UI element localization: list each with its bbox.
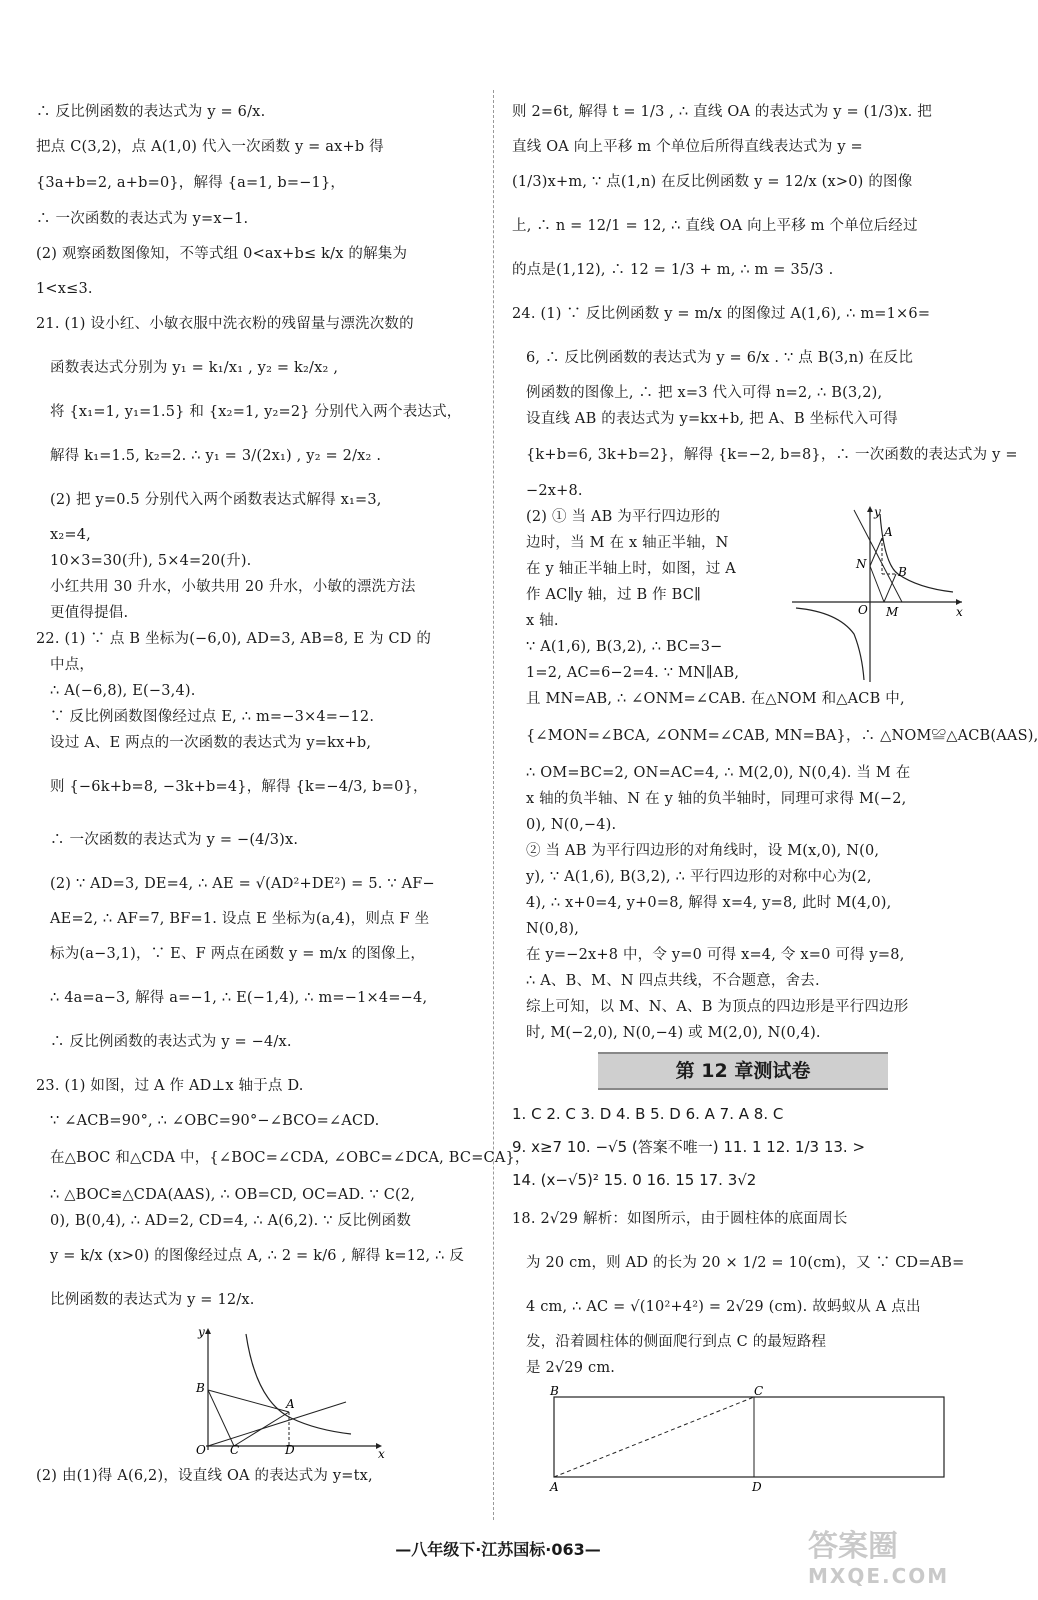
q18-line: 18. 2√29 解析：如图所示，由于圆柱体的底面周长	[512, 1211, 848, 1227]
rect-label-c: C	[754, 1384, 764, 1398]
text-line: y = k/x (x>0) 的图像经过点 A, ∴ 2 = k/6 , 解得 k=12, ∴ 反	[50, 1248, 465, 1264]
text-line: {3a+b=2, a+b=0}，解得 {a=1, b=−1}，	[36, 175, 346, 191]
rect-label-d: D	[752, 1480, 762, 1494]
text-line: 例函数的图像上, ∴ 把 x=3 代入可得 n=2, ∴ B(3,2),	[526, 385, 883, 401]
watermark-url: MXQE.COM	[808, 1564, 950, 1588]
text-line: ② 当 AB 为平行四边形的对角线时，设 M(x,0), N(0,	[526, 843, 880, 859]
point-label-b: B	[196, 1381, 205, 1395]
text-line: ∴ 反比例函数的表达式为 y = 6/x.	[36, 104, 266, 120]
answer-row: 9. x≥7 10. −√5 (答案不唯一) 11. 1 12. 1/3 13. >	[512, 1138, 866, 1156]
problem-23-start: 23. (1) 如图，过 A 作 AD⊥x 轴于点 D.	[36, 1078, 304, 1094]
text-line: 设直线 AB 的表达式为 y=kx+b, 把 A、B 坐标代入可得	[526, 411, 898, 427]
point-label-o: O	[858, 603, 868, 617]
text-line: {∠MON=∠BCA, ∠ONM=∠CAB, MN=BA}，∴ △NOM≌△ACB(AAS),	[526, 728, 1038, 744]
axis-label-x: x	[956, 605, 963, 619]
q18-line: 发，沿着圆柱体的侧面爬行到点 C 的最短路程	[526, 1334, 827, 1350]
text-line: 4), ∴ x+0=4, y+0=8, 解得 x=4, y=8, 此时 M(4,0),	[526, 895, 892, 911]
text-line: −2x+8.	[526, 483, 583, 499]
answer-row: 1. C 2. C 3. D 4. B 5. D 6. A 7. A 8. C	[512, 1105, 784, 1123]
column-divider	[493, 90, 494, 1520]
text-line: (2) 由(1)得 A(6,2)，设直线 OA 的表达式为 y=tx,	[36, 1468, 373, 1484]
watermark-logo	[808, 1530, 978, 1592]
text-line: 的点是(1,12), ∴ 12 = 1/3 + m, ∴ m = 35/3 .	[512, 262, 834, 278]
text-line: 解得 k₁=1.5, k₂=2. ∴ y₁ = 3/(2x₁) , y₂ = 2/x₂ .	[50, 448, 382, 464]
text-line: 0), B(0,4), ∴ AD=2, CD=4, ∴ A(6,2). ∵ 反比例函数	[50, 1213, 412, 1229]
text-line: 则 2=6t, 解得 t = 1/3 , ∴ 直线 OA 的表达式为 y = (1/3)x. 把	[512, 104, 932, 120]
text-line: y), ∵ A(1,6), B(3,2), ∴ 平行四边形的对称中心为(2,	[526, 869, 872, 885]
text-line: (2) ① 当 AB 为平行四边形的	[526, 509, 721, 525]
point-label-a: A	[286, 1397, 295, 1411]
text-line: 上, ∴ n = 12/1 = 12, ∴ 直线 OA 向上平移 m 个单位后经过	[512, 218, 918, 234]
left-column	[36, 90, 530, 1498]
axis-label-y: y	[198, 1325, 205, 1339]
q18-line: 为 20 cm，则 AD 的长为 20 × 1/2 = 10(cm)，又 ∵ CD=AB=	[526, 1255, 965, 1271]
text-line: ∴ 一次函数的表达式为 y = −(4/3)x.	[50, 832, 299, 848]
text-line: ∴ A、B、M、N 四点共线，不合题意，舍去.	[526, 973, 820, 989]
problem-24-start: 24. (1) ∵ 反比例函数 y = m/x 的图像过 A(1,6), ∴ m=1×6=	[512, 306, 931, 322]
text-line: (2) ∵ AD=3, DE=4, ∴ AE = √(AD²+DE²) = 5. ∵ AF−	[50, 876, 435, 892]
text-line: 且 MN=AB, ∴ ∠ONM=∠CAB. 在△NOM 和△ACB 中,	[526, 691, 905, 707]
text-line: 作 AC∥y 轴，过 B 作 BC∥	[526, 587, 701, 603]
point-label-n: N	[856, 557, 867, 571]
text-line: 时, M(−2,0), N(0,−4) 或 M(2,0), N(0,4).	[526, 1025, 821, 1041]
axis-label-x: x	[378, 1447, 385, 1461]
point-label-b: B	[898, 565, 907, 579]
figure-23-graph	[186, 1325, 386, 1461]
text-line: ∵ ∠ACB=90°, ∴ ∠OBC=90°−∠BCO=∠ACD.	[50, 1113, 380, 1129]
text-line: {k+b=6, 3k+b=2}，解得 {k=−2, b=8}，∴ 一次函数的表达式为 y =	[526, 447, 1018, 463]
text-line: 更值得提倡.	[50, 605, 129, 621]
rect-label-a: A	[550, 1480, 559, 1494]
watermark-text: 答案圈	[808, 1529, 898, 1564]
text-line: (2) 把 y=0.5 分别代入两个函数表达式解得 x₁=3,	[50, 492, 382, 508]
problem-21-start: 21. (1) 设小红、小敏衣服中洗衣粉的残留量与漂洗次数的	[36, 316, 414, 332]
right-column	[512, 90, 1038, 1497]
text-line: (2) 观察函数图像知，不等式组 0<ax+b≤ k/x 的解集为	[36, 246, 408, 262]
text-line: 函数表达式分别为 y₁ = k₁/x₁ , y₂ = k₂/x₂ ,	[50, 360, 339, 376]
text-line: 标为(a−3,1)，∵ E、F 两点在函数 y = m/x 的图像上，	[50, 946, 426, 962]
text-line: AE=2, ∴ AF=7, BF=1. 设点 E 坐标为(a,4)，则点 F 坐	[50, 911, 430, 927]
text-line: 在△BOC 和△CDA 中，{∠BOC=∠CDA, ∠OBC=∠DCA, BC=CA}，	[50, 1150, 530, 1166]
text-line: 10×3=30(升), 5×4=20(升).	[50, 553, 252, 569]
text-line: 在 y=−2x+8 中，令 y=0 可得 x=4, 令 x=0 可得 y=8,	[526, 947, 905, 963]
point-label-a: A	[884, 525, 893, 539]
text-line: 1=2, AC=6−2=4. ∵ MN∥AB,	[526, 665, 740, 681]
point-label-c: C	[230, 1443, 240, 1457]
answer-row: 14. (x−√5)² 15. 0 16. 15 17. 3√2	[512, 1171, 757, 1189]
rect-label-b: B	[550, 1384, 559, 1398]
cylinder-unfolded-rect	[512, 1385, 952, 1497]
text-line: x₂=4,	[50, 527, 91, 543]
q18-line: 是 2√29 cm.	[526, 1360, 616, 1376]
text-line: (1/3)x+m, ∵ 点(1,n) 在反比例函数 y = 12/x (x>0) 的图像	[512, 174, 913, 190]
text-line: x 轴的负半轴、N 在 y 轴的负半轴时，同理可求得 M(−2,	[526, 791, 907, 807]
text-line: 把点 C(3,2)，点 A(1,0) 代入一次函数 y = ax+b 得	[36, 139, 384, 155]
problem-24-part2	[512, 504, 964, 686]
text-line: 在 y 轴正半轴上时，如图，过 A	[526, 561, 736, 577]
figure-24-graph	[788, 504, 966, 686]
text-line: 1<x≤3.	[36, 281, 93, 297]
text-line: 则 {−6k+b=8, −3k+b=4}，解得 {k=−4/3, b=0}，	[50, 779, 428, 795]
point-label-m: M	[886, 605, 899, 619]
text-line: ∵ A(1,6), B(3,2), ∴ BC=3−	[526, 639, 723, 655]
text-line: 比例函数的表达式为 y = 12/x.	[50, 1292, 255, 1308]
text-line: x 轴.	[526, 613, 559, 629]
q18-line: 4 cm, ∴ AC = √(10²+4²) = 2√29 (cm). 故蚂蚁从 A 点出	[526, 1299, 921, 1315]
text-line: ∴ 反比例函数的表达式为 y = −4/x.	[50, 1034, 292, 1050]
text-line: 直线 OA 向上平移 m 个单位后所得直线表达式为 y =	[512, 139, 863, 155]
text-line: 设过 A、E 两点的一次函数的表达式为 y=kx+b,	[50, 735, 372, 751]
figure-18	[512, 1385, 964, 1497]
text-line: 中点，	[50, 657, 95, 673]
figure-23	[36, 1325, 486, 1461]
text-line: N(0,8),	[526, 921, 580, 937]
axis-label-y: y	[874, 505, 881, 519]
text-line: ∴ A(−6,8), E(−3,4).	[50, 683, 196, 699]
text-line: ∵ 反比例函数图像经过点 E, ∴ m=−3×4=−12.	[50, 709, 375, 725]
text-line: 6, ∴ 反比例函数的表达式为 y = 6/x . ∵ 点 B(3,n) 在反比	[526, 350, 914, 366]
text-line: ∴ △BOC≌△CDA(AAS), ∴ OB=CD, OC=AD. ∵ C(2,	[50, 1187, 416, 1203]
text-line: 将 {x₁=1, y₁=1.5} 和 {x₂=1, y₂=2} 分别代入两个表达式，	[50, 404, 462, 420]
text-line: 小红共用 30 升水，小敏共用 20 升水，小敏的漂洗方法	[50, 579, 416, 595]
page-footer: —八年级下·江苏国标·063—	[395, 1540, 601, 1559]
text-line: ∴ OM=BC=2, ON=AC=4, ∴ M(2,0), N(0,4). 当 M 在	[526, 765, 911, 781]
problem-22-start: 22. (1) ∵ 点 B 坐标为(−6,0), AD=3, AB=8, E 为 CD 的	[36, 631, 432, 647]
text-line: 0), N(0,−4).	[526, 817, 617, 833]
point-label-o: O	[196, 1443, 206, 1457]
section-title: 第 12 章测试卷	[598, 1052, 888, 1090]
text-line: 综上可知，以 M、N、A、B 为顶点的四边形是平行四边形	[526, 999, 909, 1015]
text-line: ∴ 4a=a−3, 解得 a=−1, ∴ E(−1,4), ∴ m=−1×4=−4,	[50, 990, 428, 1006]
text-line: ∴ 一次函数的表达式为 y=x−1.	[36, 211, 249, 227]
point-label-d: D	[285, 1443, 295, 1457]
text-line: 边时，当 M 在 x 轴正半轴，N	[526, 535, 729, 551]
